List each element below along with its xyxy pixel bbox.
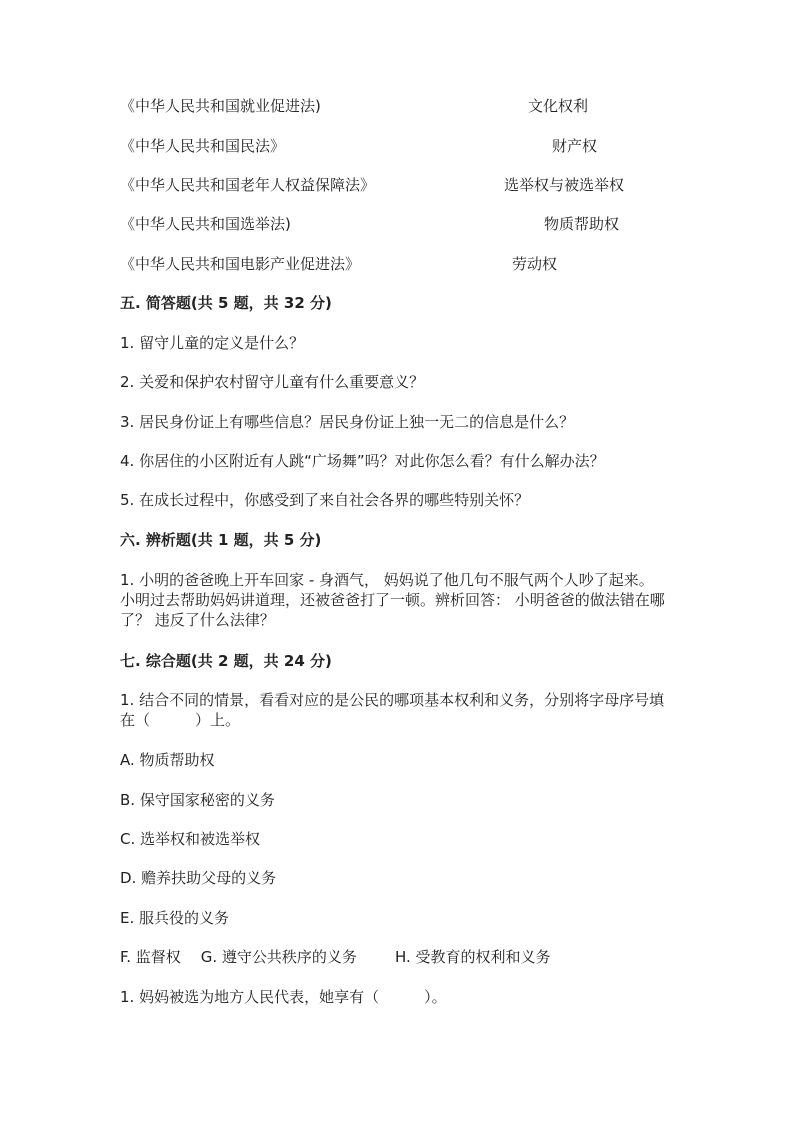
section-heading: 七. 综合题(共 2 题，共 24 分) [120, 652, 332, 670]
question: 5. 在成长过程中，你感受到了来自社会各界的哪些特别关怀？ [120, 491, 530, 509]
right-item: 劳动权 [512, 255, 558, 273]
section-heading: 五. 简答题(共 5 题，共 32 分) [120, 294, 332, 312]
question: 1. 留守儿童的定义是什么？ [120, 334, 305, 352]
right-item: 选举权与被选举权 [504, 176, 625, 194]
right-item: 物质帮助权 [544, 215, 620, 233]
option-item: D. 赡养扶助父母的义务 [120, 869, 277, 887]
question-paragraph: 1. 结合不同的情景，看看对应的是公民的哪项基本权利和义务，分别将字母序号填在（ ）上。 [120, 691, 665, 729]
question: 2. 关爱和保护农村留守儿童有什么重要意义？ [120, 373, 425, 391]
option-item: B. 保守国家秘密的义务 [120, 791, 275, 809]
option-item: H. 受教育的权利和义务 [394, 948, 551, 966]
option-item: G. 遵守公共秩序的义务 [200, 948, 357, 966]
option-item: C. 选举权和被选举权 [120, 830, 261, 848]
law-item: 《中华人民共和国老年人权益保障法》 [120, 176, 376, 194]
question-paragraph: 1. 小明的爸爸晚上开车回家 - 身酒气， 妈妈说了他几句不服气两个人吵了起来。 小明过去帮助妈妈讲道理，还被爸爸打了一顿。辨析回答： 小明爸爸的做法错在哪了？ 违反了什么法律？ [120, 571, 665, 629]
law-item: 《中华人民共和国电影产业促进法》 [120, 255, 361, 273]
subquestion: 1. 妈妈被选为地方人民代表，她享有（ ）。 [120, 988, 447, 1006]
option-item: A. 物质帮助权 [120, 751, 215, 769]
law-item: 《中华人民共和国民法》 [120, 137, 286, 155]
section-heading: 六. 辨析题(共 1 题，共 5 分) [120, 531, 322, 549]
law-item: 《中华人民共和国就业促进法) [120, 97, 321, 115]
option-item: F. 监督权 [120, 948, 181, 966]
question: 4. 你居住的小区附近有人跳“广场舞”吗？对此你怎么看？有什么解办法？ [120, 452, 605, 470]
law-item: 《中华人民共和国选举法) [120, 215, 291, 233]
question: 3. 居民身份证上有哪些信息？居民身份证上独一无二的信息是什么？ [120, 413, 575, 431]
right-item: 财产权 [552, 137, 598, 155]
option-item: E. 服兵役的义务 [120, 909, 230, 927]
option-row [120, 947, 551, 967]
right-item: 文化权利 [528, 97, 589, 115]
